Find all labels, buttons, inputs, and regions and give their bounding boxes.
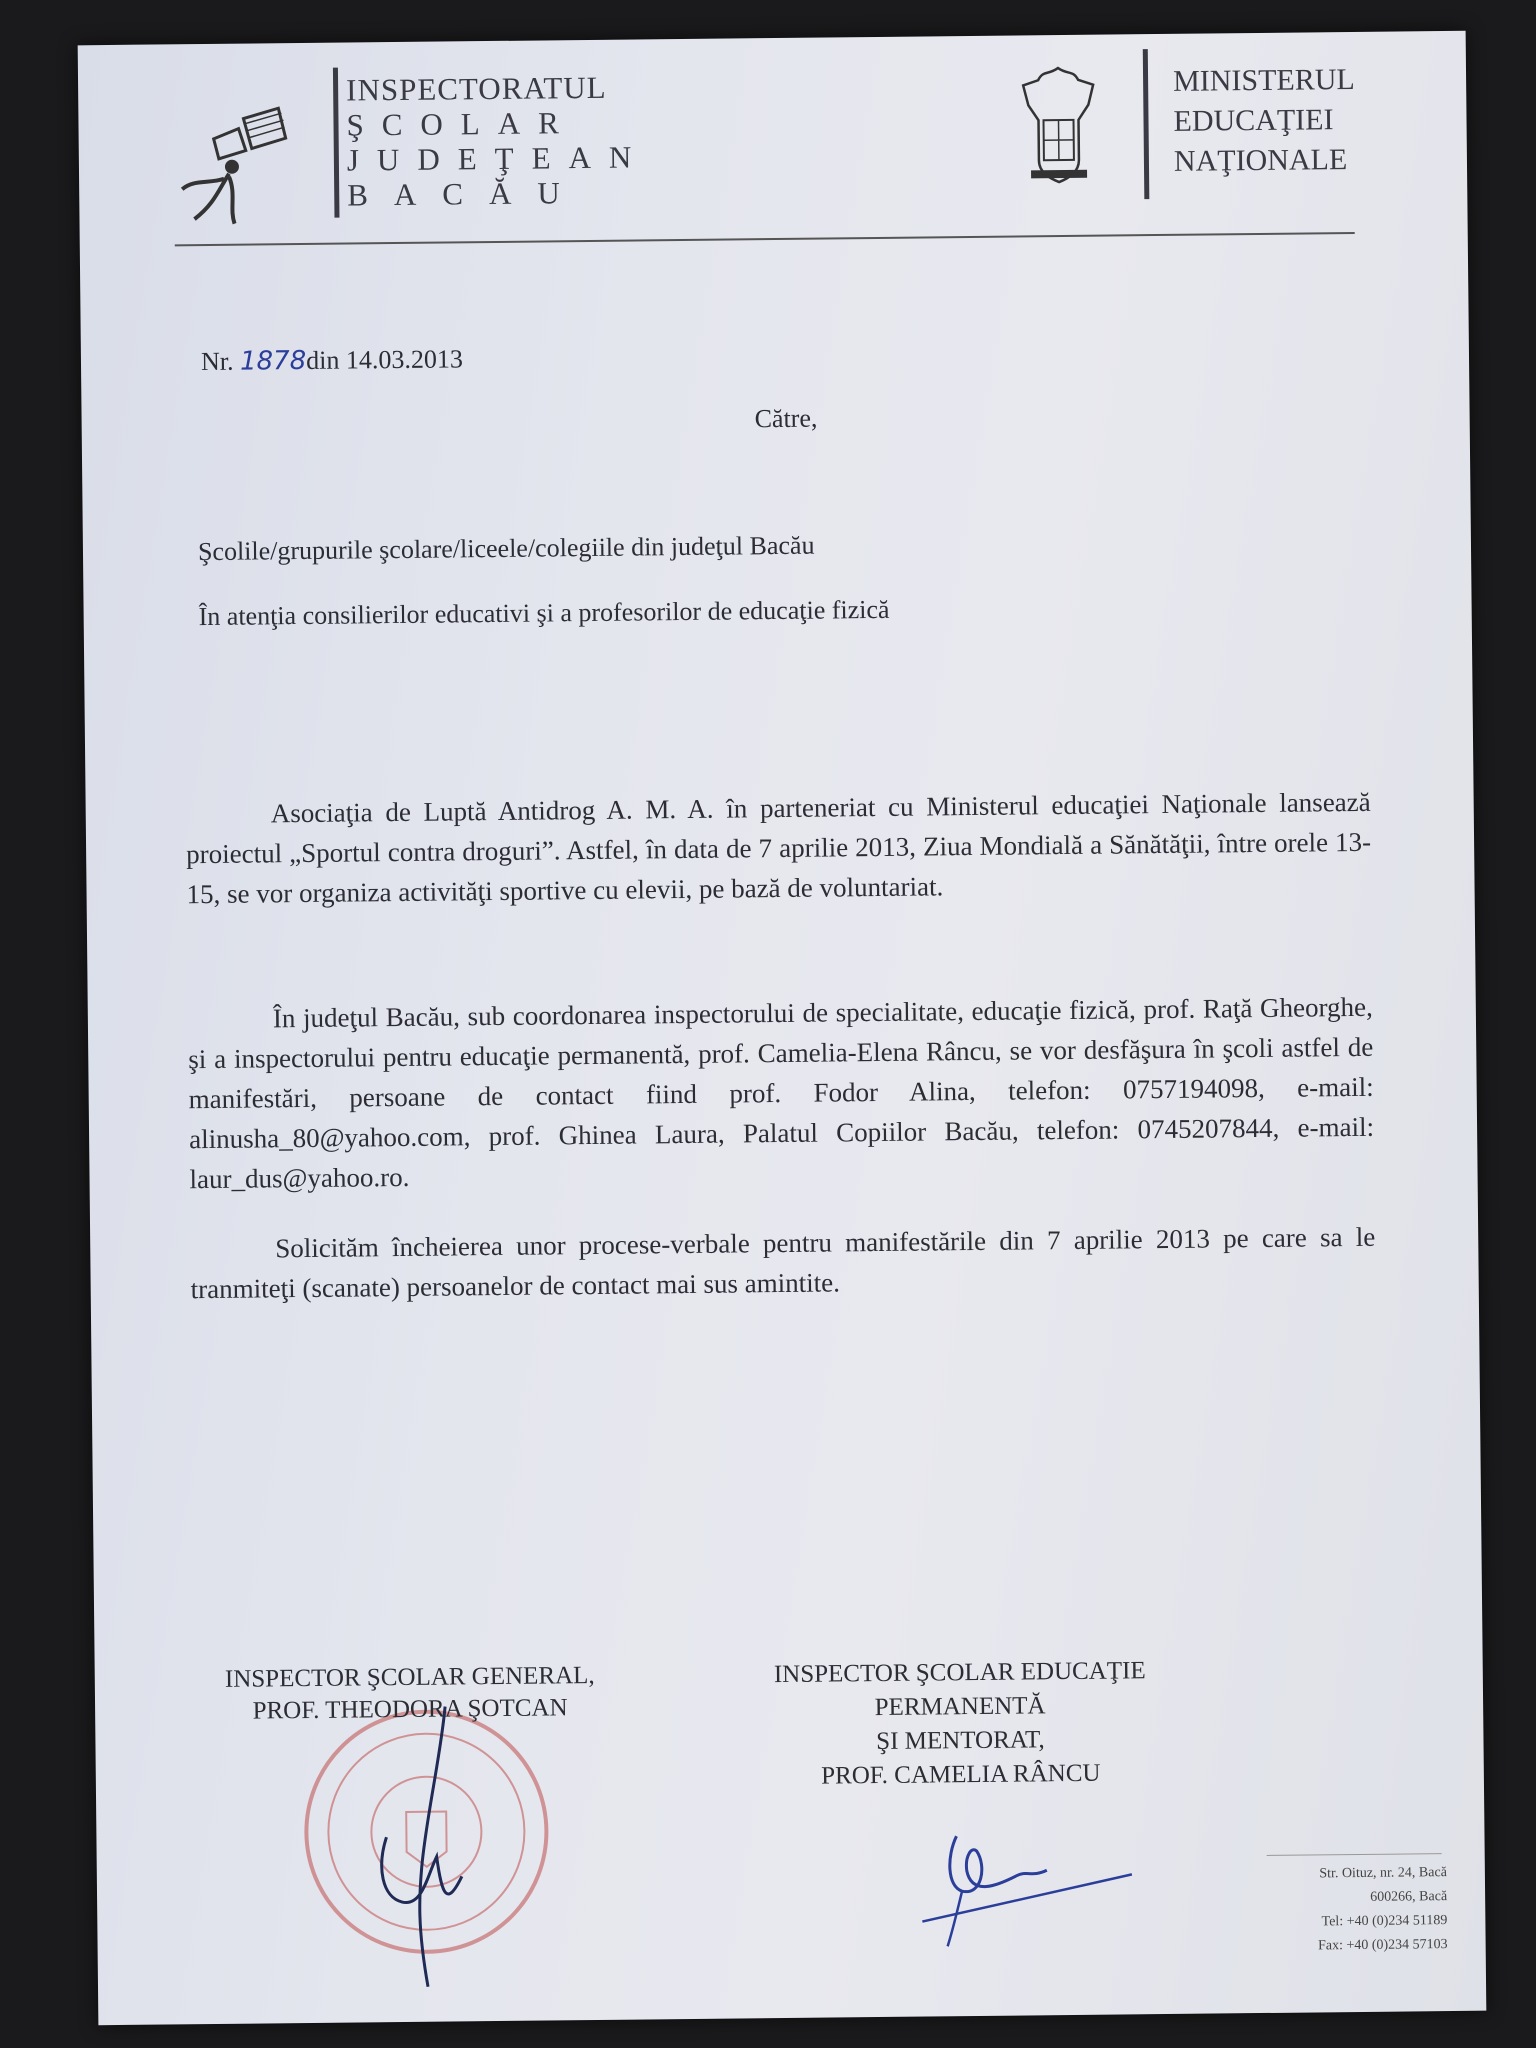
- footer-rule: [1267, 1853, 1442, 1856]
- ministry-line-1: MINISTERUL: [1172, 62, 1355, 98]
- footer-address: [1247, 1861, 1448, 1959]
- isj-logo-icon: [173, 78, 325, 230]
- handwritten-number: 1878: [239, 345, 307, 377]
- reference-number: [201, 344, 463, 377]
- letter-page: [78, 31, 1487, 2025]
- reference-date: din 14.03.2013: [306, 344, 464, 375]
- signature-block-right: [735, 1654, 1186, 1795]
- isj-line-4: BACĂU: [347, 175, 586, 213]
- ministry-line-3: NAŢIONALE: [1173, 143, 1348, 178]
- isj-line-1: INSPECTORATUL: [345, 69, 607, 108]
- addressee-line-1: Şcolile/grupurile şcolare/liceele/colegiile din judeţul Bacău: [197, 530, 815, 567]
- handwritten-signature-left: [325, 1696, 508, 1998]
- signature-left-title: INSPECTOR ŞCOLAR GENERAL,: [224, 1661, 595, 1693]
- signature-right-title-1: INSPECTOR ŞCOLAR EDUCAŢIE: [773, 1657, 1146, 1689]
- header-rule: [175, 232, 1355, 246]
- body-paragraph-2: În judeţul Bacău, sub coordonarea inspectorului de specialitate, educaţie fizică, prof. Raţă Gheorghe, şi a inspectorului pentru educaţie permanentă, prof. Camelia-Elena Râncu, se vor desfăşura în şcoli astfel de manifestări, persoane de contact fiind prof. Fodor Alina, telefon: 0757194098, e-mail: alinusha_80@yahoo.com, prof. Ghinea Laura, Palatul Copiilor Bacău, telefon: 0745207844, e-mail: laur_dus@yahoo.ro.: [188, 991, 1375, 1195]
- ministry-name: [1173, 60, 1356, 182]
- isj-line-3: JUDEŢEAN: [346, 139, 650, 178]
- body-paragraph-3: Solicităm încheierea unor procese-verbale pentru manifestările din 7 aprilie 2013 pe care sa le tranmiteţi (scanate) persoanelor de contact mai sus amintite.: [190, 1221, 1376, 1305]
- footer-line-4: Fax: +40 (0)234 57103: [1317, 1937, 1448, 1954]
- header-divider-right: [1143, 49, 1150, 199]
- signature-right-title-2: PERMANENTĂ: [874, 1692, 1046, 1722]
- reference-prefix: Nr.: [200, 346, 234, 377]
- isj-name: [346, 69, 650, 212]
- signature-right-name: PROF. CAMELIA RÂNCU: [821, 1759, 1101, 1790]
- signature-left-name: PROF. THEODORA ŞOTCAN: [252, 1694, 568, 1725]
- footer-line-1: Str. Oituz, nr. 24, Bacă: [1319, 1865, 1447, 1882]
- coat-of-arms-icon: [1008, 60, 1109, 191]
- footer-line-2: 600266, Bacă: [1370, 1889, 1448, 1905]
- handwritten-signature-right: [916, 1814, 1137, 1956]
- signature-right-title-3: ŞI MENTORAT,: [876, 1726, 1045, 1756]
- ministry-line-2: EDUCAŢIEI: [1173, 103, 1334, 138]
- addressee-line-2: În atenţia consilierilor educativi şi a profesorilor de educaţie fizică: [198, 594, 890, 632]
- salutation: Către,: [754, 403, 818, 434]
- body-paragraph-1: Asociaţia de Luptă Antidrog A. M. A. în parteneriat cu Ministerul educaţiei Naţionale lansează proiectul „Sportul contra droguri”. Astfel, în data de 7 aprilie 2013, Ziua Mondială a Sănătăţii, între orele 13-15, se vor organiza activităţi sportive cu elevii, pe bază de voluntariat.: [185, 786, 1372, 910]
- header-divider: [333, 68, 340, 218]
- isj-line-2: ŞCOLAR: [346, 105, 578, 143]
- footer-line-3: Tel: +40 (0)234 51189: [1321, 1913, 1448, 1930]
